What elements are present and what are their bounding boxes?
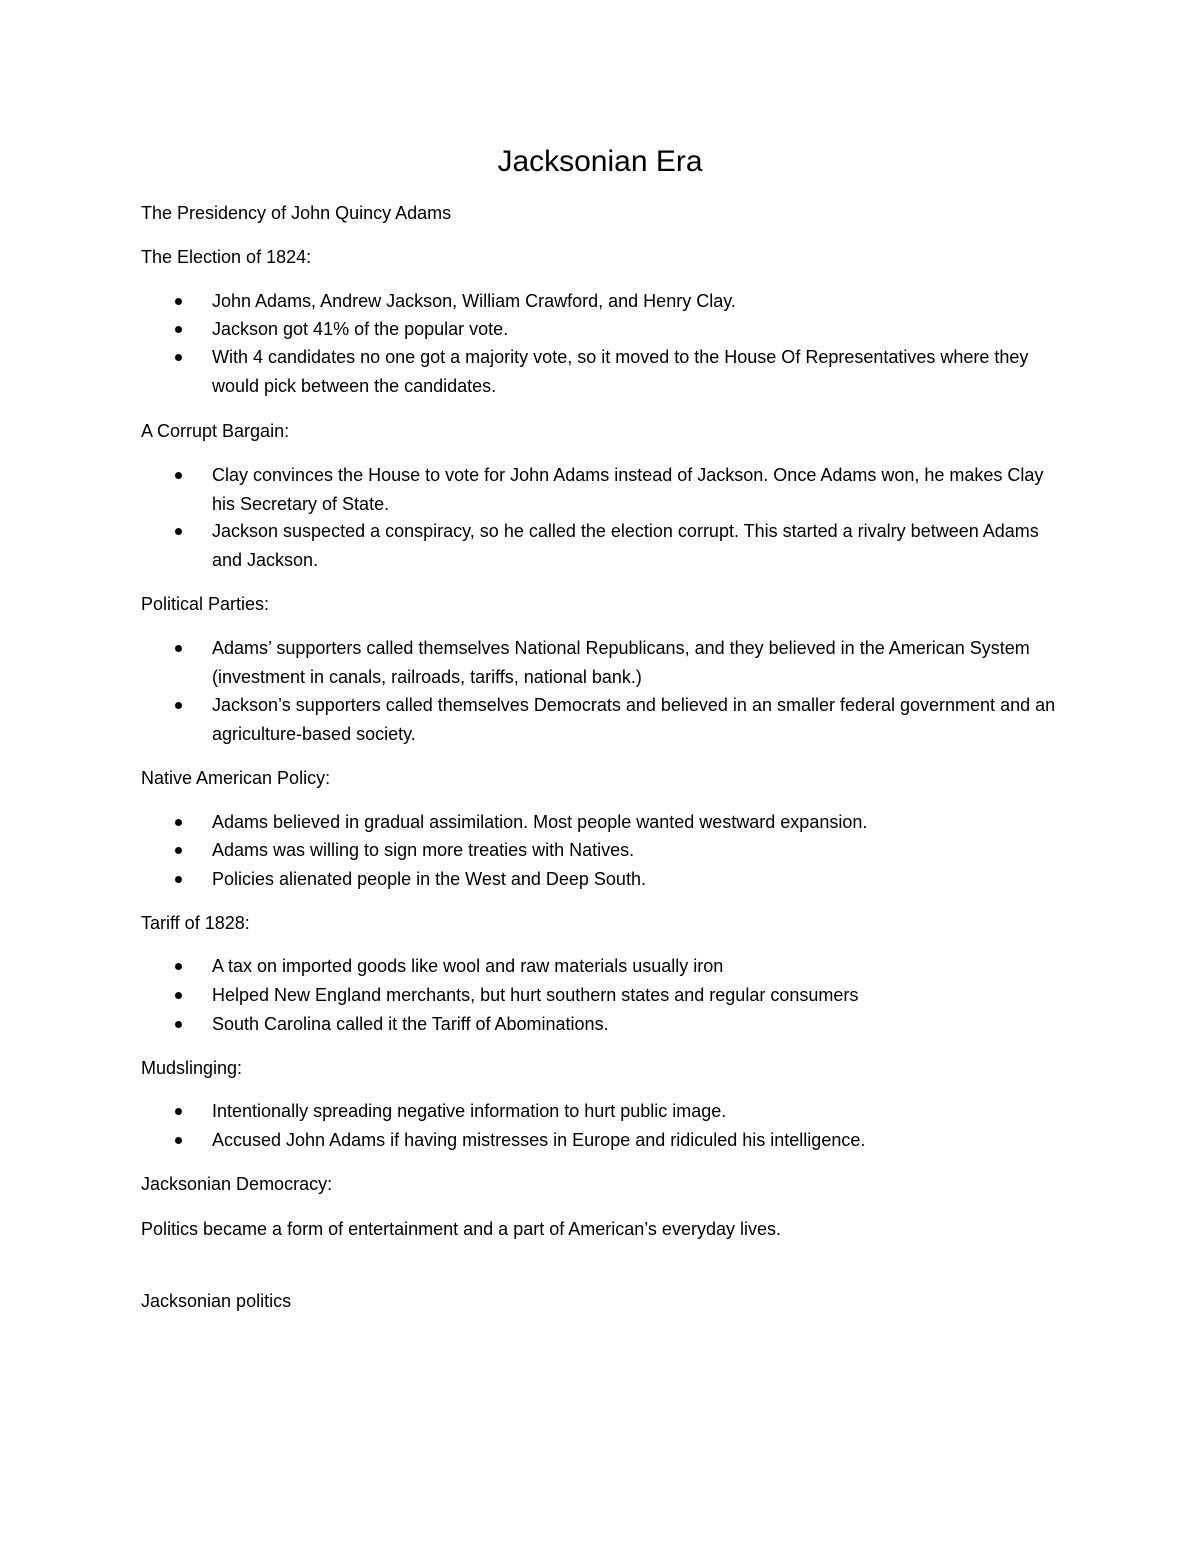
- section-heading: Tariff of 1828:: [141, 913, 250, 933]
- list-item-text: Helped New England merchants, but hurt southern states and regular consumers: [212, 985, 859, 1005]
- section-heading: The Election of 1824:: [141, 247, 312, 267]
- list-item-text: Adams’ supporters called themselves National Republicans, and they believed in the American System (investment in canals, railroads, tariffs, national bank.): [212, 638, 1030, 687]
- list-item-text: With 4 candidates no one got a majority vote, so it moved to the House Of Representatives where they would pick between the candidates.: [212, 347, 1029, 396]
- bullet-icon: [175, 298, 182, 305]
- bullet-icon: [175, 645, 182, 652]
- section-heading: Jacksonian Democracy:: [141, 1174, 333, 1194]
- list-item-text: Intentionally spreading negative information to hurt public image.: [212, 1101, 727, 1121]
- bullet-icon: [175, 472, 182, 479]
- section-heading: Political Parties:: [141, 594, 270, 614]
- list-item-text: Clay convinces the House to vote for John Adams instead of Jackson. Once Adams won, he makes Clay his Secretary of State.: [212, 465, 1044, 514]
- document-subtitle: The Presidency of John Quincy Adams: [141, 203, 452, 223]
- bullet-icon: [175, 1137, 182, 1144]
- bullet-icon: [175, 1021, 182, 1028]
- bullet-icon: [175, 992, 182, 999]
- list-item-text: South Carolina called it the Tariff of Abominations.: [212, 1014, 609, 1034]
- document-title: Jacksonian Era: [497, 145, 703, 178]
- list-item-text: Accused John Adams if having mistresses in Europe and ridiculed his intelligence.: [212, 1130, 866, 1150]
- bullet-icon: [175, 1108, 182, 1115]
- list-item-text: A tax on imported goods like wool and raw materials usually iron: [212, 956, 724, 976]
- bullet-icon: [175, 847, 182, 854]
- bullet-icon: [175, 702, 182, 709]
- bullet-icon: [175, 963, 182, 970]
- bullet-icon: [175, 528, 182, 535]
- section-heading: Mudslinging:: [141, 1058, 243, 1078]
- list-item-text: Adams was willing to sign more treaties with Natives.: [212, 840, 635, 860]
- list-item-text: Jackson’s supporters called themselves Democrats and believed in an smaller federal government and an agriculture-based society.: [212, 695, 1056, 744]
- list-item-text: Policies alienated people in the West and Deep South.: [212, 869, 646, 889]
- list-item-text: John Adams, Andrew Jackson, William Crawford, and Henry Clay.: [212, 291, 736, 311]
- bullet-icon: [175, 876, 182, 883]
- bullet-icon: [175, 326, 182, 333]
- section-heading: Native American Policy:: [141, 768, 331, 788]
- list-item-text: Jackson got 41% of the popular vote.: [212, 319, 509, 339]
- list-item-text: Jackson suspected a conspiracy, so he called the election corrupt. This started a rivalry between Adams and Jackson.: [212, 521, 1039, 570]
- section-heading: A Corrupt Bargain:: [141, 421, 290, 441]
- final-line: Jacksonian politics: [141, 1291, 292, 1311]
- bullet-icon: [175, 354, 182, 361]
- bullet-icon: [175, 819, 182, 826]
- closing-paragraph: Politics became a form of entertainment and a part of American’s everyday lives.: [141, 1219, 781, 1239]
- list-item-text: Adams believed in gradual assimilation. Most people wanted westward expansion.: [212, 812, 868, 832]
